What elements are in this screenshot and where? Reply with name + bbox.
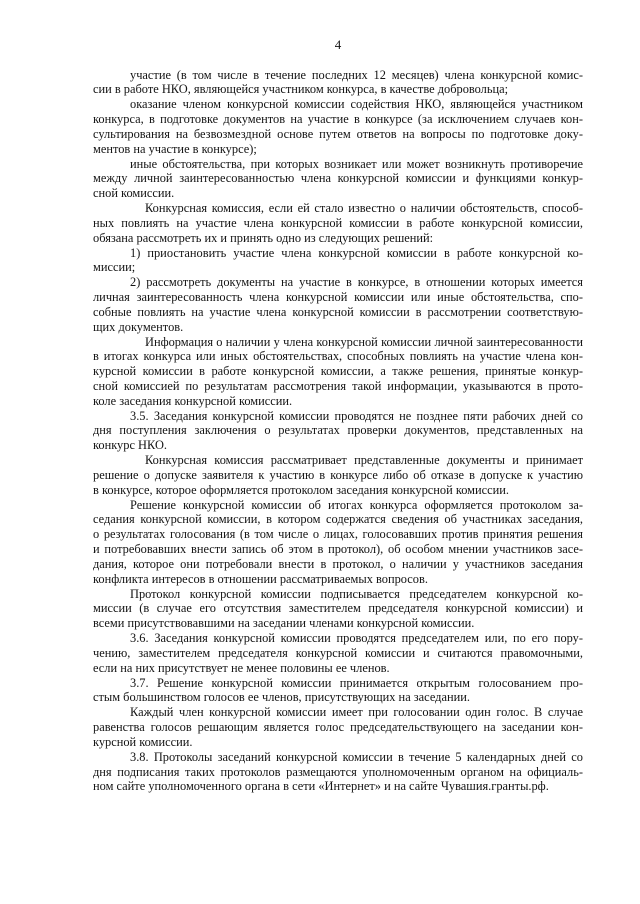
text-line: Каждый член конкурсной комиссии имеет при голосовании один голос. В случае [130, 705, 583, 720]
text-line: щих документов. [93, 319, 184, 334]
text-line: дня подписания таких протоколов размещаются уполномоченным органом на официаль- [93, 764, 583, 779]
text-line: миссии; [93, 260, 136, 275]
text-line: если на них присутствует не менее половины ее членов. [93, 660, 390, 675]
text-line: о результатах голосования (в том числе о лицах, голосовавших против принятия решения [93, 527, 583, 542]
text-line: 2) рассмотреть документы на участие в конкурсе, в отношении которых имеется [130, 275, 583, 290]
document-body [93, 68, 583, 795]
paragraph [93, 246, 583, 276]
paragraph [93, 201, 583, 245]
text-line: ментов на участие в конкурсе); [93, 141, 257, 156]
text-line: равенства голосов решающим является голос председательствующего на заседании кон- [93, 720, 583, 735]
text-line: дания, которое они потребовали внести в протокол, о наличии у участников заседания [93, 556, 583, 571]
paragraph [93, 750, 583, 794]
text-line: чению, заместителем председателя конкурсной комиссии и считаются правомочными, [93, 645, 583, 660]
text-line: курсной комиссии. [93, 734, 193, 749]
paragraph [93, 97, 583, 156]
text-line: Решение конкурсной комиссии об итогах конкурса оформляется протоколом за- [130, 497, 583, 512]
text-line: и потребовавших внести запись об этом в протокол), об особом мнении участников засе- [93, 542, 583, 557]
text-line: в итогах конкурса или иных обстоятельствах, способных повлиять на участие члена кон- [93, 349, 583, 364]
text-line: обязана рассмотреть их и принять одно из следующих решений: [93, 230, 434, 245]
text-line: сной комиссии. [93, 186, 175, 201]
page-number: 4 [334, 37, 342, 52]
text-line: всеми присутствовавшими на заседании членами конкурсной комиссии. [93, 616, 475, 631]
text-line: 3.8. Протоколы заседаний конкурсной комиссии в течение 5 календарных дней со [130, 749, 583, 764]
text-line: иные обстоятельства, при которых возникает или может возникнуть противоречие [130, 156, 583, 171]
text-line: Информация о наличии у члена конкурсной комиссии личной заинтересованности [145, 334, 583, 349]
text-line: Протокол конкурсной комиссии подписывается председателем конкурсной ко- [130, 586, 583, 601]
paragraph [93, 275, 583, 334]
text-line: дня поступления заключения о результатах проверки документов, представленных на [93, 423, 583, 438]
paragraph [93, 676, 583, 706]
text-line: 1) приостановить участие члена конкурсной комиссии в работе конкурсной ко- [130, 245, 583, 260]
text-line: седания конкурсной комиссии, в котором содержатся сведения об участниках заседания, [93, 512, 583, 527]
text-line: сии в работе НКО, являющейся участником конкурса, в качестве добровольца; [93, 82, 509, 97]
paragraph [93, 68, 583, 98]
text-line: личная заинтересованность члена конкурсной комиссии или иные обстоятельства, спо- [93, 290, 583, 305]
text-line: собные повлиять на участие члена конкурсной комиссии в рассмотрении соответствую- [93, 304, 583, 319]
paragraph [93, 631, 583, 675]
paragraph [93, 335, 583, 409]
text-line: Конкурсная комиссия рассматривает представленные документы и принимает [145, 453, 583, 468]
text-line: конфликта интересов в отношении рассматриваемых вопросов. [93, 571, 428, 586]
text-line: ном сайте уполномоченного органа в сети «Интернет» и на сайте Чувашия.гранты.рф. [93, 779, 549, 794]
text-line: 3.6. Заседания конкурсной комиссии проводятся председателем или, по его пору- [130, 631, 583, 646]
paragraph [93, 409, 583, 453]
text-line: стым большинством голосов ее членов, присутствующих на заседании. [93, 690, 470, 705]
text-line: между личной заинтересованностью члена конкурсной комиссии и функциями конкур- [93, 171, 583, 186]
text-line: в конкурсе, которое оформляется протоколом заседания конкурсной комиссии. [93, 482, 510, 497]
text-line: конкурса, в подготовке документов на участие в конкурсе (за исключением случаев кон- [93, 112, 583, 127]
paragraph [93, 705, 583, 749]
text-line: ных повлиять на участие члена конкурсной комиссии в работе конкурсной комиссии, [93, 215, 583, 230]
text-line: 3.7. Решение конкурсной комиссии принимается открытым голосованием про- [130, 675, 583, 690]
paragraph [93, 587, 583, 631]
paragraph [93, 157, 583, 201]
text-line: 3.5. Заседания конкурсной комиссии проводятся не позднее пяти рабочих дней со [130, 408, 583, 423]
paragraph [93, 498, 583, 587]
paragraph [93, 453, 583, 497]
text-line: оказание членом конкурсной комиссии содействия НКО, являющейся участником [130, 97, 583, 112]
text-line: решение о допуске заявителя к участию в конкурсе либо об отказе в допуске к участию [93, 467, 583, 482]
text-line: конкурс НКО. [93, 438, 167, 453]
text-line: курсной комиссии в работе конкурсной комиссии, а также решения, принятые конкур- [93, 364, 583, 379]
text-line: коле заседания конкурсной комиссии. [93, 393, 293, 408]
text-line: участие (в том числе в течение последних 12 месяцев) члена конкурсной комис- [130, 67, 583, 82]
text-line: Конкурсная комиссия, если ей стало известно о наличии обстоятельств, способ- [145, 201, 583, 216]
text-line: миссии (в случае его отсутствия заместителем председателя конкурсной комиссии) и [93, 601, 583, 616]
text-line: сультирования на безвозмездной основе путем ответов на вопросы по подготовке доку- [93, 126, 583, 141]
text-line: сной комиссией по результатам рассмотрения такой информации, указываются в прото- [93, 378, 583, 393]
